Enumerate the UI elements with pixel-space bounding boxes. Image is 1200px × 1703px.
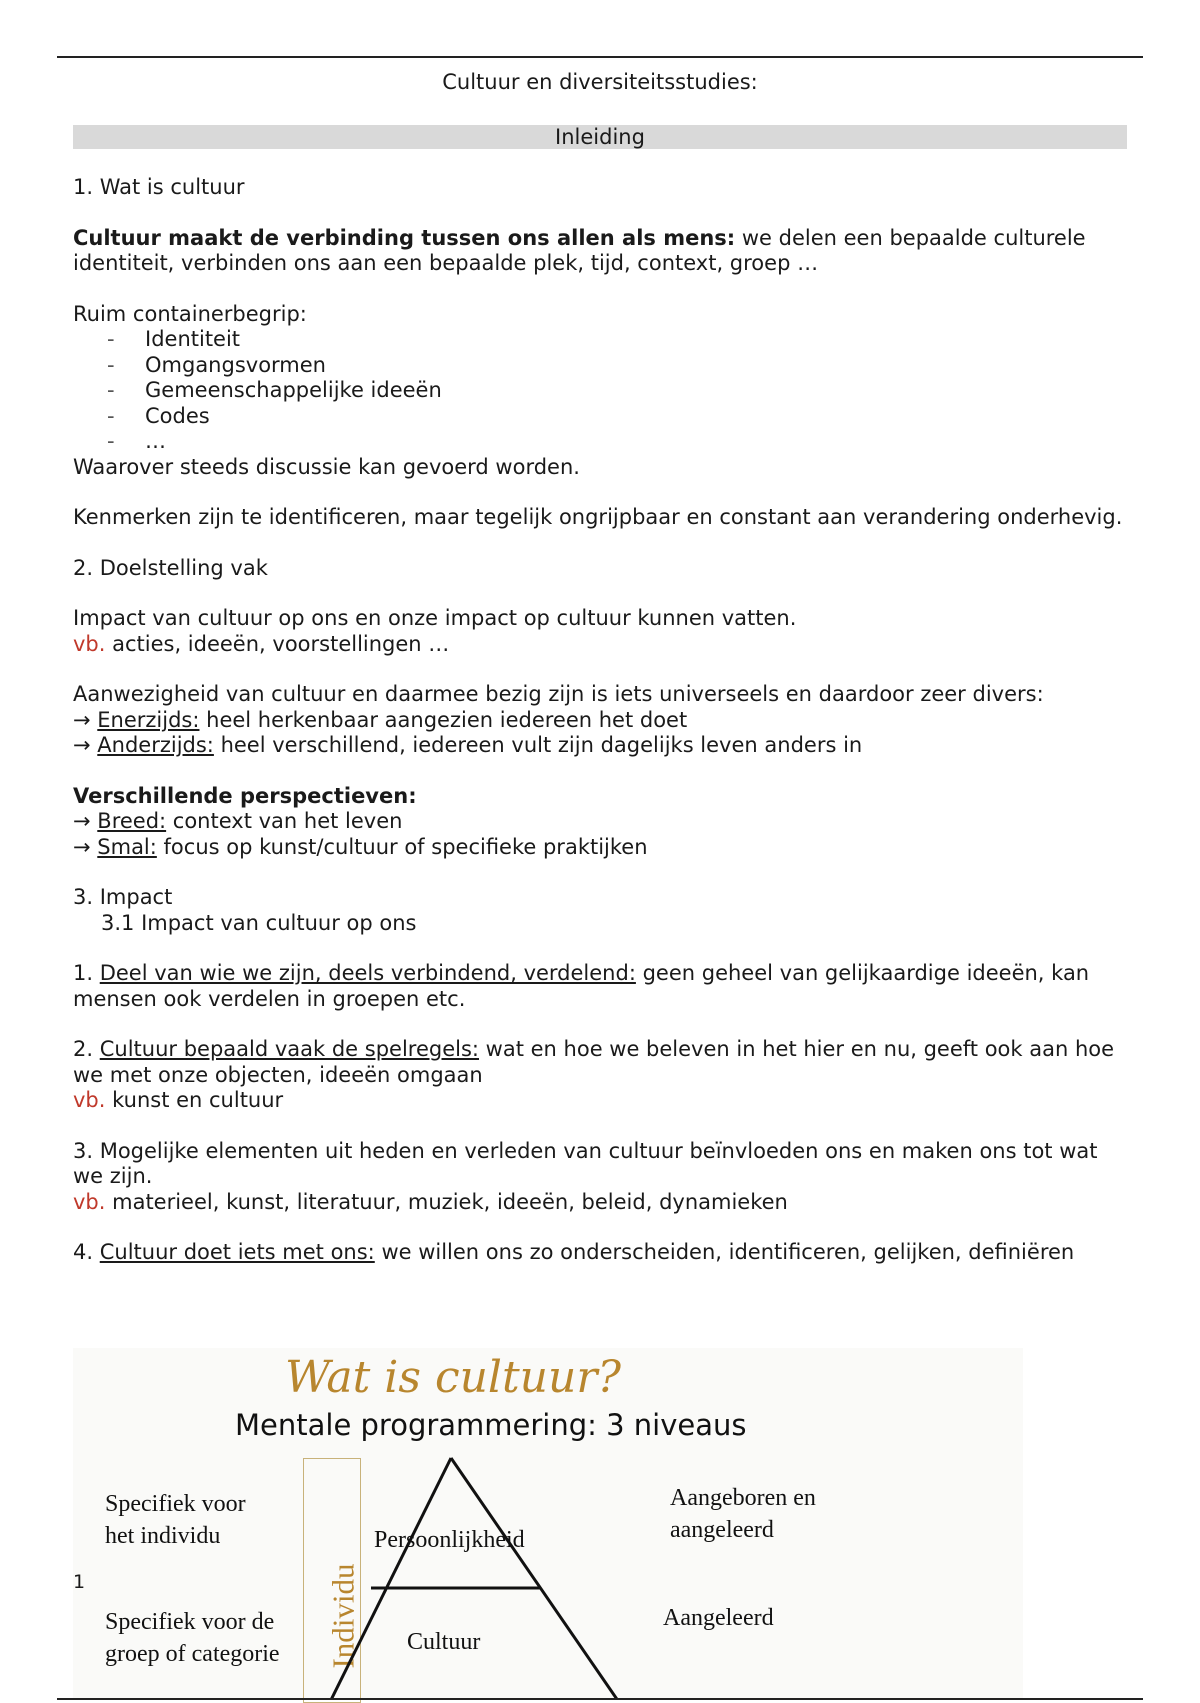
top-rule bbox=[57, 56, 1143, 58]
page-number: 1 bbox=[73, 1571, 86, 1593]
container-intro: Ruim containerbegrip: bbox=[73, 301, 307, 326]
list-item: - … bbox=[107, 429, 1133, 455]
impact-item-3: 3. Mogelijke elementen uit heden en verleden van cultuur beïnvloeden ons en maken ons tot wat we zijn. bbox=[73, 1138, 1098, 1188]
arrow-anderzijds: → Anderzijds: heel verschillend, iedereen vult zijn dagelijks leven anders in bbox=[73, 733, 863, 757]
container-list bbox=[73, 327, 1133, 455]
example-line: vb. materieel, kunst, literatuur, muziek, ideeën, beleid, dynamieken bbox=[73, 1189, 788, 1214]
perspectives-heading: Verschillende perspectieven: bbox=[73, 783, 417, 808]
culture-pyramid-figure bbox=[73, 1348, 1023, 1700]
label-learned: Aangeleerd bbox=[663, 1605, 774, 1631]
pyramid-right-edge bbox=[451, 1458, 623, 1700]
example-line: vb. acties, ideeën, voorstellingen … bbox=[73, 631, 450, 656]
document-title: Cultuur en diversiteitsstudies: bbox=[442, 70, 758, 94]
impact-item-4: 4. Cultuur doet iets met ons: we willen ons zo onderscheiden, identificeren, gelijken, definiëren bbox=[73, 1240, 1075, 1264]
example-line: vb. kunst en cultuur bbox=[73, 1088, 284, 1112]
paragraph-verbinding: Cultuur maakt de verbinding tussen ons allen als mens: we delen een bepaalde culturele identiteit, verbinden ons aan een bepaalde plek, tijd, context, groep … bbox=[73, 225, 1086, 275]
list-item: - Identiteit bbox=[107, 327, 1133, 353]
list-item: - Codes bbox=[107, 404, 1133, 430]
heading-2: 2. Doelstelling vak bbox=[73, 555, 268, 580]
list-item: - Omgangsvormen bbox=[107, 353, 1133, 379]
paragraph-kenmerken: Kenmerken zijn te identificeren, maar tegelijk ongrijpbaar en constant aan verandering onderhevig. bbox=[73, 505, 1123, 529]
heading-1: 1. Wat is cultuur bbox=[73, 175, 245, 199]
pyramid-level-personality: Persoonlijkheid bbox=[374, 1527, 525, 1553]
arrow-smal: → Smal: focus op kunst/cultuur of specifieke praktijken bbox=[73, 834, 648, 859]
figure-subtitle: Mentale programmering: 3 niveaus bbox=[235, 1408, 747, 1442]
pyramid-diagram bbox=[73, 1348, 1023, 1700]
paragraph-impact: Impact van cultuur op ons en onze impact op cultuur kunnen vatten. bbox=[73, 606, 797, 630]
paragraph-aanwezigheid: Aanwezigheid van cultuur en daarmee bezig zijn is iets universeels en daardoor zeer divers: bbox=[73, 682, 1044, 706]
impact-item-1: 1. Deel van wie we zijn, deels verbindend, verdelend: geen geheel van gelijkaardige ideeën, kan mensen ook verdelen in groepen etc. bbox=[73, 961, 1090, 1011]
section-heading: Inleiding bbox=[73, 125, 1127, 149]
label-group: Specifiek voor de groep of categorie bbox=[105, 1609, 280, 1667]
container-after: Waarover steeds discussie kan gevoerd worden. bbox=[73, 454, 580, 479]
pyramid-left-edge bbox=[327, 1458, 451, 1700]
document-body bbox=[73, 175, 1133, 1266]
pyramid-level-culture: Cultuur bbox=[407, 1629, 481, 1655]
label-innate-learned: Aangeboren en aangeleerd bbox=[670, 1485, 816, 1543]
heading-3: 3. Impact bbox=[73, 885, 173, 909]
label-individual: Specifiek voor het individu bbox=[105, 1491, 246, 1549]
impact-item-2: 2. Cultuur bepaald vaak de spelregels: wat en hoe we beleven in het hier en nu, geeft ook aan hoe we met onze objecten, ideeën omgaan bbox=[73, 1037, 1115, 1087]
label-individu-vertical: Individu bbox=[325, 1563, 361, 1669]
heading-3-1: 3.1 Impact van cultuur op ons bbox=[101, 910, 417, 935]
list-item: - Gemeenschappelijke ideeën bbox=[107, 378, 1133, 404]
arrow-enerzijds: → Enerzijds: heel herkenbaar aangezien iedereen het doet bbox=[73, 707, 688, 732]
figure-title: Wat is cultuur? bbox=[285, 1352, 621, 1403]
arrow-breed: → Breed: context van het leven bbox=[73, 809, 403, 833]
